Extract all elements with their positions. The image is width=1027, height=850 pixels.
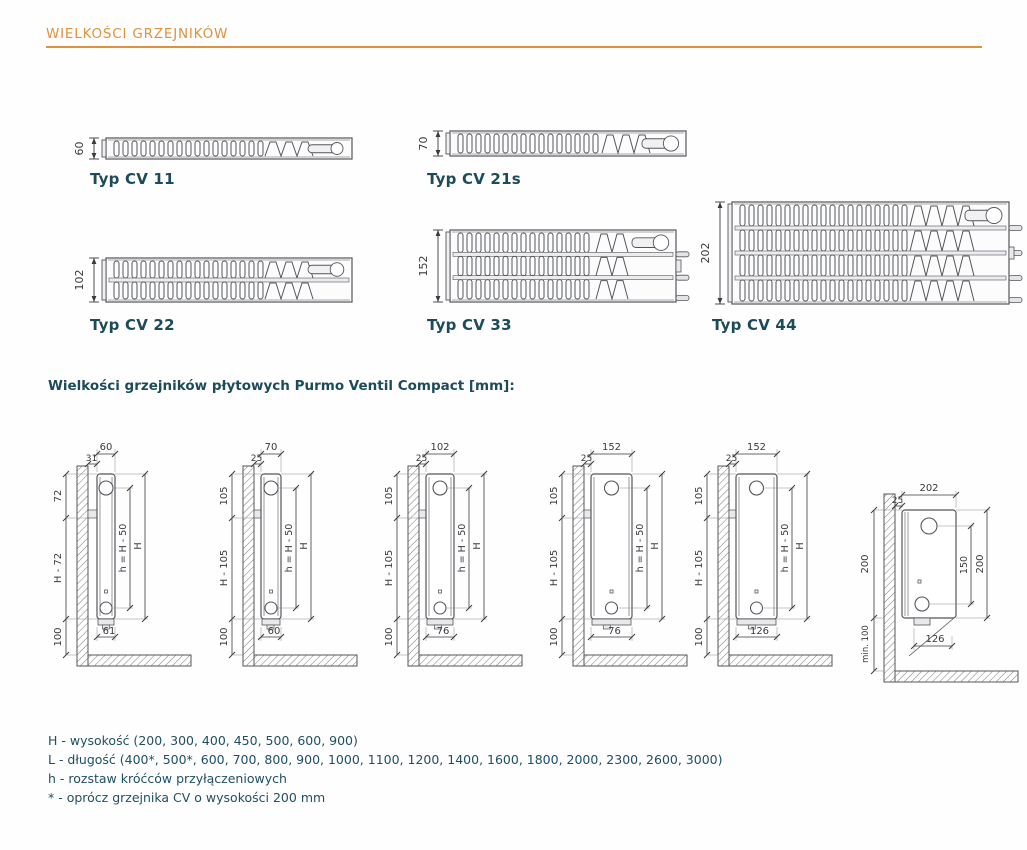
legend <box>48 731 723 807</box>
svg-text:150: 150 <box>959 555 970 575</box>
side-view-diagram-cv21s <box>212 424 362 689</box>
cv22-type-label: Typ CV 22 <box>90 316 175 334</box>
svg-text:100: 100 <box>219 627 230 647</box>
svg-text:102: 102 <box>430 442 450 453</box>
svg-text:H - 105: H - 105 <box>549 549 560 587</box>
side-view-diagram-cv22 <box>377 424 527 689</box>
svg-text:H - 105: H - 105 <box>694 549 705 587</box>
svg-text:25: 25 <box>250 454 263 464</box>
side-view-diagram-low-height <box>856 468 1023 708</box>
svg-text:102: 102 <box>73 269 86 291</box>
svg-text:105: 105 <box>219 486 230 506</box>
svg-text:h = H - 50: h = H - 50 <box>780 523 791 573</box>
svg-text:202: 202 <box>699 242 712 264</box>
cv33-cross-section-diagram <box>412 220 694 312</box>
cv11-cross-section-diagram <box>68 126 360 170</box>
svg-text:126: 126 <box>925 634 945 645</box>
svg-text:76: 76 <box>608 626 621 637</box>
svg-text:H - 105: H - 105 <box>384 549 395 587</box>
cv21s-cross-section-diagram <box>412 119 694 167</box>
svg-text:70: 70 <box>417 136 430 151</box>
cv44-cross-section-diagram <box>694 192 1027 314</box>
cv22-cross-section-diagram <box>68 248 360 312</box>
cv21s-type-label: Typ CV 21s <box>427 170 521 188</box>
svg-text:105: 105 <box>694 486 705 506</box>
svg-text:H: H <box>795 542 806 550</box>
svg-text:H - 72: H - 72 <box>53 552 64 584</box>
svg-text:25: 25 <box>891 496 904 506</box>
side-view-diagram-cv11 <box>46 424 196 689</box>
svg-text:105: 105 <box>384 486 395 506</box>
svg-text:h = H - 50: h = H - 50 <box>457 523 468 573</box>
svg-text:60: 60 <box>99 442 113 453</box>
svg-text:100: 100 <box>549 627 560 647</box>
svg-text:25: 25 <box>725 454 738 464</box>
svg-text:H: H <box>299 542 310 550</box>
svg-text:100: 100 <box>53 627 64 647</box>
svg-text:152: 152 <box>601 442 622 453</box>
legend-line-asterisk: * - oprócz grzejnika CV o wysokości 200 mm <box>48 790 326 805</box>
svg-text:31: 31 <box>85 454 98 464</box>
svg-text:202: 202 <box>919 483 939 494</box>
svg-text:25: 25 <box>415 454 428 464</box>
svg-text:100: 100 <box>694 627 705 647</box>
page-title: WIELKOŚCI GRZEJNIKÓW <box>46 26 229 42</box>
svg-text:H: H <box>650 542 661 550</box>
svg-text:152: 152 <box>417 255 430 277</box>
cv11-type-label: Typ CV 11 <box>90 170 175 188</box>
svg-text:60: 60 <box>73 141 86 156</box>
svg-text:152: 152 <box>746 442 767 453</box>
legend-line-height: H - wysokość (200, 300, 400, 450, 500, 600, 900) <box>48 733 358 748</box>
side-view-diagram-cv44 <box>687 424 837 689</box>
svg-text:200: 200 <box>860 554 871 574</box>
legend-line-length: L - długość (400*, 500*, 600, 700, 800, 900, 1000, 1100, 1200, 1400, 1600, 1800, 2000, 2300, 2600, 3000) <box>48 752 723 767</box>
svg-text:126: 126 <box>749 626 770 637</box>
cv44-type-label: Typ CV 44 <box>712 316 797 334</box>
legend-line-connections: h - rozstaw króćców przyłączeniowych <box>48 771 287 786</box>
svg-text:60: 60 <box>267 626 281 637</box>
svg-text:76: 76 <box>436 626 450 637</box>
svg-text:h = H - 50: h = H - 50 <box>118 523 129 573</box>
cv33-type-label: Typ CV 33 <box>427 316 512 334</box>
header-rule <box>46 46 982 48</box>
svg-text:25: 25 <box>580 454 593 464</box>
svg-text:h = H - 50: h = H - 50 <box>284 523 295 573</box>
svg-text:min. 100: min. 100 <box>861 625 871 663</box>
svg-text:H - 105: H - 105 <box>219 549 230 587</box>
svg-text:100: 100 <box>384 627 395 647</box>
svg-text:72: 72 <box>53 489 64 503</box>
svg-text:61: 61 <box>102 626 116 637</box>
svg-text:70: 70 <box>264 442 278 453</box>
dimensions-section-heading: Wielkości grzejników płytowych Purmo Ventil Compact [mm]: <box>48 378 515 394</box>
svg-text:H: H <box>133 542 144 550</box>
svg-text:200: 200 <box>975 554 986 574</box>
svg-text:105: 105 <box>549 486 560 506</box>
svg-text:H: H <box>472 542 483 550</box>
svg-text:h = H - 50: h = H - 50 <box>635 523 646 573</box>
side-view-diagram-cv33 <box>542 424 692 689</box>
